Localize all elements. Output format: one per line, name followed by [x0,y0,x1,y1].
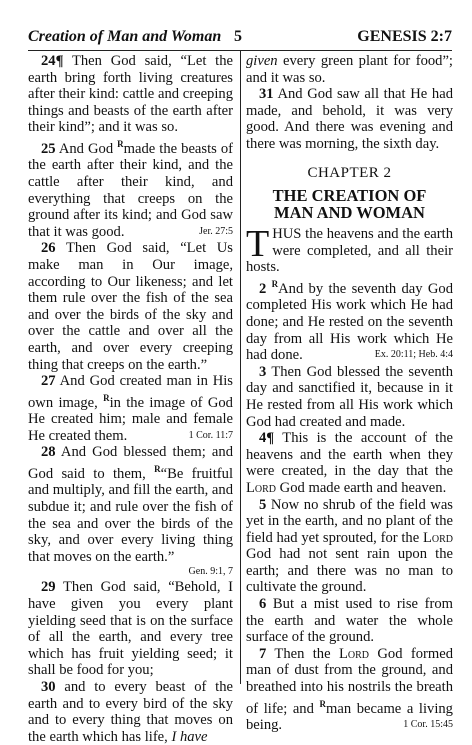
verse-26 [28,240,233,373]
section-heading-line: THE CREATION OF [272,186,427,206]
verse-text: God made earth and heaven. [276,479,447,496]
left-column [28,53,233,745]
verse-text: God had not sent rain upon the earth; and there was no man to cultivate the ground. [246,546,453,596]
verse-text: Then God blessed the seventh day and sanctified it, because in it He rested from all His work which God had created and made. [246,363,453,430]
cross-reference: Ex. 20:11; Heb. 4:4 [374,349,453,361]
divine-name-smallcaps: Lord [422,529,453,546]
chapter-heading: CHAPTER 2 [307,164,392,181]
verse-number: 5 [259,496,267,513]
cross-reference: Gen. 9:1, 7 [188,566,233,578]
verse-6 [246,596,453,646]
verse-text: “Be fruitful and multiply, and fill the earth, and subdue it; and rule over the fish of the sea and over the birds of the sky, and over every living thing that moves on the earth.” [28,465,233,565]
verse-text: in the image of God He created him; male and female He created them. [28,394,233,444]
cross-reference-mark: R [154,463,161,474]
cross-reference-mark: R [103,392,110,403]
verse-text: man became a living being. [246,700,453,734]
verse-5 [246,497,453,597]
verse-text: every green plant for food”; and it was so. [246,53,453,86]
verse-text: Then God said, “Let Us make man in Our image, according to Our likeness; and let them rule over the fish of the sea and over the birds of the sky and over the cattle and over all the earth, and over every creeping thing that creeps on the earth.” [28,240,233,373]
verse-lead-smallcaps: HUS [272,226,302,243]
verse-27 [28,373,233,444]
italic-supplied-words: given [246,53,278,69]
verse-text: Now no shrub of the field was yet in the earth, and no plant of the field had yet sprouted, for the [246,496,453,546]
verse-25 [28,136,233,240]
verse-30 [28,679,233,745]
section-heading-line: MAN AND WOMAN [274,203,425,223]
verse-text: the heavens and the earth were completed, and all their hosts. [246,226,453,276]
verse-number: 4¶ [259,430,275,447]
cross-reference-mark: R [117,138,124,149]
verse-text: This is the account of the heavens and the earth when they were created, in the day that the [246,430,453,480]
verse-24 [28,53,233,136]
column-divider [240,51,241,684]
verse-7 [246,646,453,734]
verse-4 [246,430,453,496]
cross-reference-mark: R [271,278,279,289]
verse-number: 31 [259,86,274,103]
running-header [28,28,452,51]
italic-supplied-words: I have [171,728,208,745]
right-column [246,53,453,734]
verse-number: 30 [41,678,56,695]
verse-2 [246,276,453,364]
verse-text: and to every beast of the earth and to every bird of the sky and to every thing that moves on the earth which has life, [28,678,233,745]
verse-text: And God [55,140,118,157]
verse-text: Then God said, “Behold, I have given you every plant yielding seed that is on the surface of all the earth, and every tree which has fruit yielding seed; it shall be food for you; [28,579,233,679]
header-book-reference: GENESIS 2:7 [357,28,452,45]
verse-text: And God blessed them; and God said to them, [28,444,233,482]
verse-3 [246,364,453,430]
cross-reference-mark: R [319,698,326,709]
verse-text: Then the [266,645,339,662]
header-section-title: Creation of Man and Woman [28,28,222,45]
verse-number: 24¶ [41,53,64,69]
cross-reference: 1 Cor. 11:7 [188,429,233,441]
verse-text: made the beasts of the earth after their kind, and the cattle after their kind, and everything that creeps on the ground after its kind; and God saw that it was good. [28,140,234,240]
drop-cap: T [246,223,270,266]
verse-28 [28,444,233,565]
verse-number: 27 [41,373,56,390]
verse-number: 2 [259,280,267,297]
verse-1 [246,223,453,276]
verse-29 [28,579,233,679]
divine-name-smallcaps: Lord [338,645,369,662]
verse-text: God formed man of dust from the ground, and breathed into his nostrils the breath of life; and [246,645,453,717]
page-number: 5 [234,28,242,45]
cross-reference: Jer. 27:5 [199,225,233,237]
verse-31 [246,86,453,152]
verse-30-continued [246,53,453,86]
section-heading [246,187,453,221]
verse-text: And by the seventh day God completed His work which He had done; and He rested on the seventh day from all His work which He had done. [246,280,453,364]
divine-name-smallcaps: Lord [246,479,277,496]
verse-text: Then God said, “Let the earth bring forth living creatures after their kind: cattle and creeping things and beasts of the earth after their kind”; and it was so. [28,53,233,136]
verse-text: And God created man in His own image, [28,373,233,411]
verse-text: And God saw all that He had made, and behold, it was very good. And there was evening and there was morning, the sixth day. [246,86,453,152]
verse-number: 7 [259,645,267,662]
verse-number: 28 [41,444,56,461]
verse-number: 26 [41,240,56,257]
cross-reference: 1 Cor. 15:45 [403,719,453,731]
verse-number: 3 [259,363,267,380]
verse-number: 29 [41,579,56,596]
verse-text: But a mist used to rise from the earth and water the whole surface of the ground. [246,596,453,646]
verse-number: 25 [41,140,56,157]
verse-number: 6 [259,596,267,613]
